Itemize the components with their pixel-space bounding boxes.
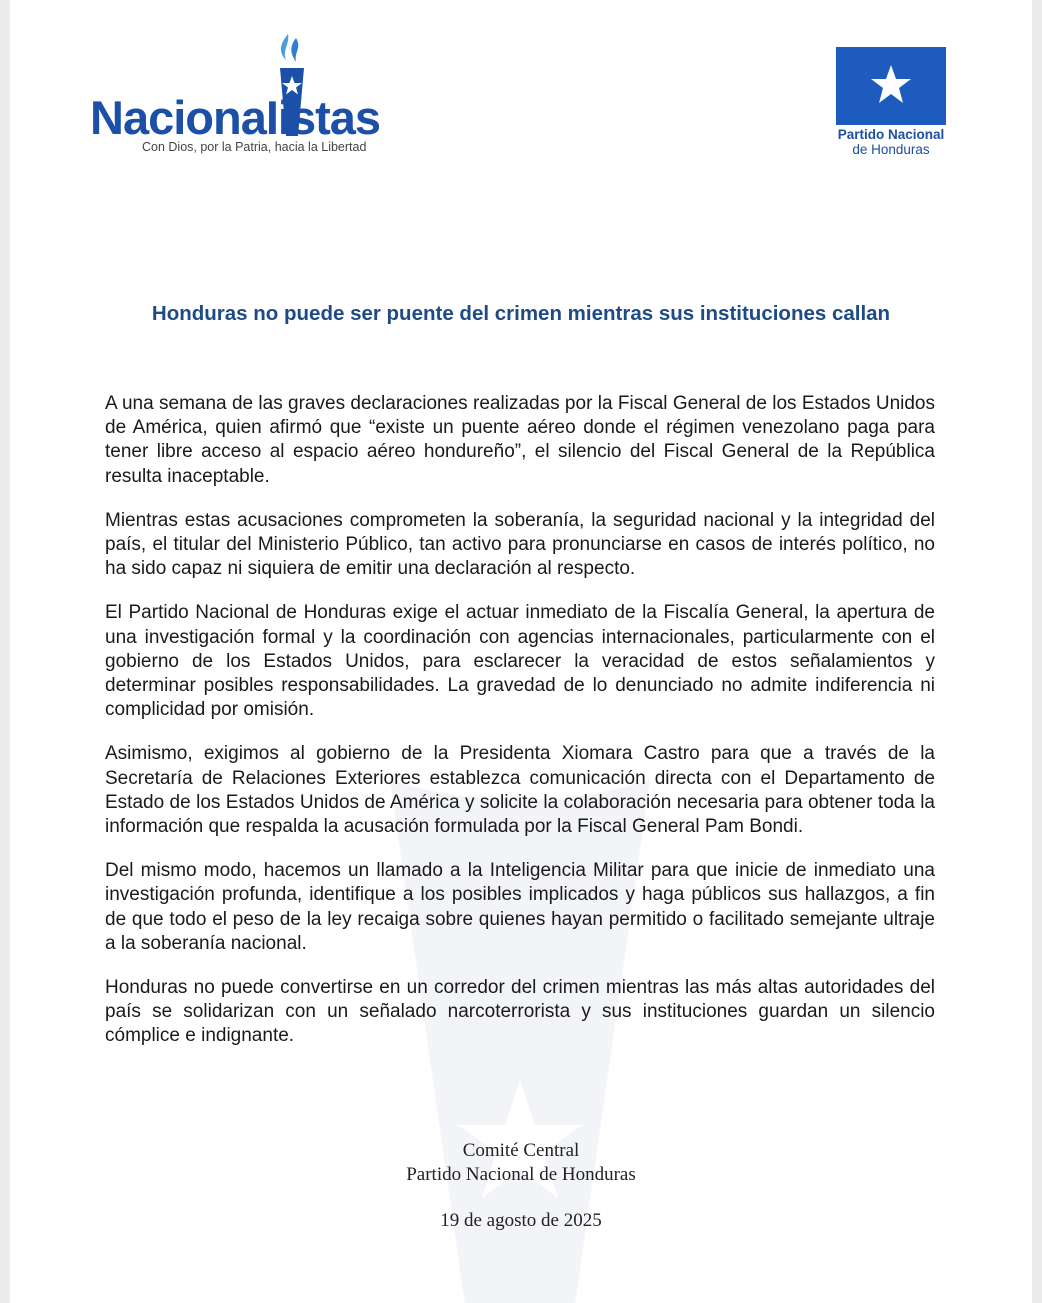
signature-date: 19 de agosto de 2025 — [440, 1210, 602, 1231]
party-name-line1: Partido Nacional — [837, 127, 945, 142]
document-body — [105, 392, 935, 1069]
partido-nacional-logo — [810, 47, 960, 167]
paragraph: Honduras no puede convertirse en un corredor del crimen mientras las más altas autoridades del país se solidarizan con un señalado narcoterrorista y sus instituciones guardan un silencio cómplice e indignante. — [105, 977, 935, 1047]
star-icon — [836, 47, 946, 125]
document-page — [10, 0, 1032, 1303]
logo-slogan: Con Dios, por la Patria, hacia la Libertad — [142, 140, 367, 154]
paragraph: Mientras estas acusaciones comprometen la soberanía, la seguridad nacional y la integridad del país, el titular del Ministerio Público, tan activo para pronunciarse en casos de interés político, no ha sido capaz ni siquiera de emitir una declaración al respecto. — [105, 509, 935, 580]
paragraph: Del mismo modo, hacemos un llamado a la Inteligencia Militar para que inicie de inmediato una investigación profunda, identifique a los posibles implicados y haga públicos sus hallazgos, a fin de que todo el peso de la ley recaiga sobre quienes hayan permitido o facilitado semejante ultraje a la soberanía nacional. — [105, 860, 935, 954]
paragraph: El Partido Nacional de Honduras exige el actuar inmediato de la Fiscalía General, la apertura de una investigación formal y la coordinación con agencias internacionales, particularmente con el gobierno de los Estados Unidos, para esclarecer la veracidad de estos señalamientos y determinar posibles responsabilidades. La gravedad de lo denunciado no admite indiferencia ni complicidad por omisión. — [105, 602, 935, 721]
flag-logo — [836, 47, 946, 125]
paragraph: Asimismo, exigimos al gobierno de la Presidenta Xiomara Castro para que a través de la Secretaría de Relaciones Exteriores establezca comunicación directa con el Departamento de Estado de los Estados Unidos de América y solicite la colaboración necesaria para obtener toda la información que respalda la acusación formulada por la Fiscal General Pam Bondi. — [105, 743, 935, 838]
nacionalistas-logo — [90, 32, 430, 162]
logo-wordmark: NacionaIistas — [90, 91, 381, 144]
party-name-line2: de Honduras — [852, 142, 930, 157]
signature-line1: Comité Central — [462, 1140, 580, 1161]
signature-line2: Partido Nacional de Honduras — [406, 1164, 636, 1185]
document-title: Honduras no puede ser puente del crimen mientras sus instituciones callan — [151, 302, 891, 325]
paragraph: A una semana de las graves declaraciones realizadas por la Fiscal General de los Estados Unidos de América, quien afirmó que “existe un puente aéreo donde el régimen venezolano paga para tener libre acceso al espacio aéreo hondureño”, el silencio del Fiscal General de la República resulta inaceptable. — [105, 393, 935, 487]
